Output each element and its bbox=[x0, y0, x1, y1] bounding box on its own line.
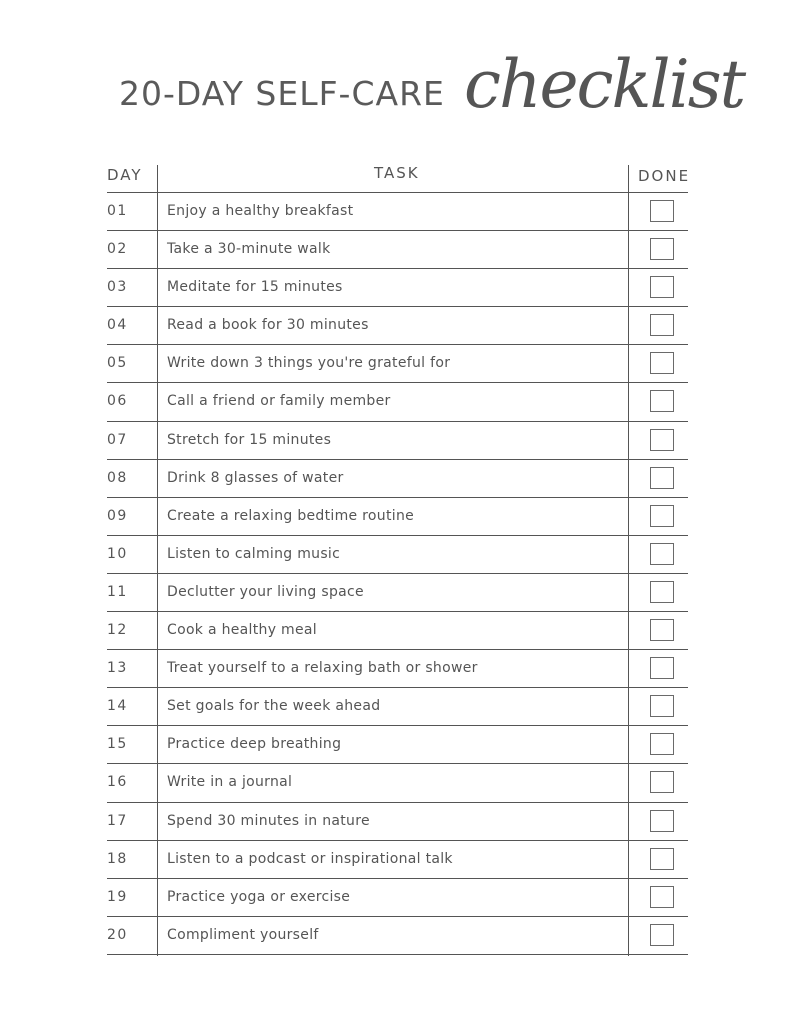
table-row bbox=[107, 840, 688, 878]
day-number: 06 bbox=[107, 393, 128, 410]
done-checkbox[interactable] bbox=[650, 429, 674, 451]
task-text: Create a relaxing bedtime routine bbox=[167, 507, 415, 524]
done-checkbox[interactable] bbox=[650, 733, 674, 755]
task-text: Read a book for 30 minutes bbox=[167, 317, 369, 334]
table-row bbox=[107, 268, 688, 306]
task-text: Spend 30 minutes in nature bbox=[167, 812, 370, 829]
done-checkbox[interactable] bbox=[650, 581, 674, 603]
done-checkbox[interactable] bbox=[650, 810, 674, 832]
day-number: 01 bbox=[107, 203, 128, 219]
column-header-done: DONE bbox=[638, 167, 691, 185]
table-row bbox=[107, 687, 688, 725]
day-number: 13 bbox=[107, 660, 128, 677]
task-text: Treat yourself to a relaxing bath or shower bbox=[167, 660, 478, 677]
done-checkbox[interactable] bbox=[650, 200, 674, 222]
day-number: 10 bbox=[107, 545, 128, 562]
column-header-day: DAY bbox=[107, 166, 143, 184]
day-number: 03 bbox=[107, 279, 128, 296]
done-checkbox[interactable] bbox=[650, 619, 674, 641]
table-row bbox=[107, 763, 688, 801]
task-text: Meditate for 15 minutes bbox=[167, 279, 343, 296]
task-text: Listen to a podcast or inspirational talk bbox=[167, 850, 453, 867]
day-number: 16 bbox=[107, 774, 128, 791]
task-text: Practice deep breathing bbox=[167, 736, 342, 753]
day-number: 12 bbox=[107, 622, 128, 639]
day-number: 07 bbox=[107, 431, 128, 448]
done-checkbox[interactable] bbox=[650, 543, 674, 565]
table-row bbox=[107, 725, 688, 763]
task-text: Write in a journal bbox=[167, 774, 293, 791]
day-number: 17 bbox=[107, 812, 128, 829]
table-row bbox=[107, 459, 688, 497]
done-checkbox[interactable] bbox=[650, 352, 674, 374]
done-checkbox[interactable] bbox=[650, 467, 674, 489]
day-number: 04 bbox=[107, 317, 128, 334]
done-checkbox[interactable] bbox=[650, 238, 674, 260]
day-number: 18 bbox=[107, 850, 128, 867]
day-number: 11 bbox=[107, 583, 128, 600]
table-row bbox=[107, 878, 688, 916]
table-row bbox=[107, 649, 688, 687]
table-row bbox=[107, 916, 688, 955]
done-checkbox[interactable] bbox=[650, 771, 674, 793]
day-number: 14 bbox=[107, 698, 128, 715]
day-number: 05 bbox=[107, 355, 128, 372]
column-header-task: TASK bbox=[374, 164, 420, 182]
table-row bbox=[107, 497, 688, 535]
task-text: Compliment yourself bbox=[167, 926, 319, 943]
done-checkbox[interactable] bbox=[650, 390, 674, 412]
task-text: Drink 8 glasses of water bbox=[167, 469, 344, 486]
task-text: Set goals for the week ahead bbox=[167, 698, 381, 715]
day-number: 20 bbox=[107, 926, 128, 943]
day-number: 02 bbox=[107, 241, 128, 258]
task-text: Enjoy a healthy breakfast bbox=[167, 203, 354, 219]
table-row bbox=[107, 230, 688, 268]
table-row bbox=[107, 573, 688, 611]
table-row bbox=[107, 344, 688, 382]
done-checkbox[interactable] bbox=[650, 924, 674, 946]
page-title-script: checklist bbox=[464, 46, 745, 123]
table-row bbox=[107, 382, 688, 420]
table-row bbox=[107, 192, 688, 230]
done-checkbox[interactable] bbox=[650, 886, 674, 908]
task-text: Practice yoga or exercise bbox=[167, 888, 351, 905]
day-number: 15 bbox=[107, 736, 128, 753]
page-title: 20-DAY SELF-CARE bbox=[119, 74, 445, 113]
done-checkbox[interactable] bbox=[650, 276, 674, 298]
task-text: Stretch for 15 minutes bbox=[167, 431, 332, 448]
done-checkbox[interactable] bbox=[650, 695, 674, 717]
table-row bbox=[107, 306, 688, 344]
table-row bbox=[107, 611, 688, 649]
task-text: Call a friend or family member bbox=[167, 393, 391, 410]
done-checkbox[interactable] bbox=[650, 657, 674, 679]
checklist-table bbox=[107, 192, 688, 955]
table-row bbox=[107, 802, 688, 840]
table-row bbox=[107, 421, 688, 459]
task-text: Cook a healthy meal bbox=[167, 622, 317, 639]
task-text: Listen to calming music bbox=[167, 545, 341, 562]
day-number: 19 bbox=[107, 888, 128, 905]
task-text: Declutter your living space bbox=[167, 583, 364, 600]
task-text: Write down 3 things you're grateful for bbox=[167, 355, 451, 372]
day-number: 09 bbox=[107, 507, 128, 524]
day-number: 08 bbox=[107, 469, 128, 486]
done-checkbox[interactable] bbox=[650, 848, 674, 870]
done-checkbox[interactable] bbox=[650, 505, 674, 527]
done-checkbox[interactable] bbox=[650, 314, 674, 336]
task-text: Take a 30-minute walk bbox=[167, 241, 331, 258]
table-row bbox=[107, 535, 688, 573]
